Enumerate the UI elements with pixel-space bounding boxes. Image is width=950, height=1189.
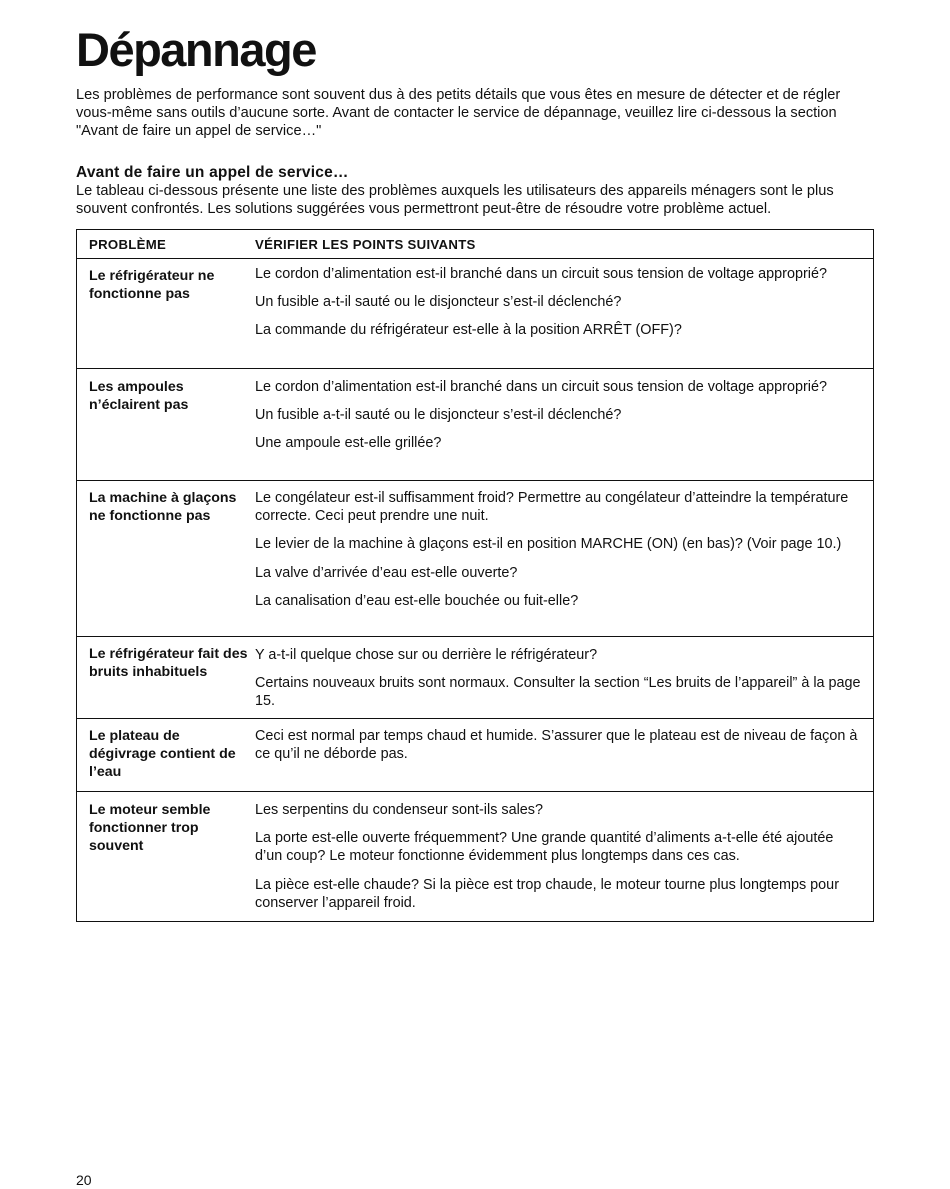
check-item: Le cordon d’alimentation est-il branché dans un circuit sous tension de voltage approprié? <box>255 266 827 282</box>
check-item: Une ampoule est-elle grillée? <box>255 435 442 452</box>
column-header-checks: VÉRIFIER LES POINTS SUIVANTS <box>255 237 476 252</box>
problem-cell: Les ampoules n’éclairent pas <box>89 379 189 414</box>
checks-cell <box>255 489 863 610</box>
section-lead-paragraph: Le tableau ci-dessous présente une liste des problèmes auxquels les utilisateurs des appareils ménagers sont le plus souvent confrontés. Les solutions suggérées vous permettront peut-être de résoudre votre problème actuel. <box>76 183 834 218</box>
checks-cell <box>255 265 863 340</box>
check-item: La commande du réfrigérateur est-elle à la position ARRÊT (OFF)? <box>255 322 682 339</box>
column-header-problem: PROBLÈME <box>89 237 167 252</box>
checks-cell <box>255 801 863 912</box>
table-row <box>77 791 873 921</box>
table-row <box>77 718 873 791</box>
intro-paragraph: Les problèmes de performance sont souvent dus à des petits détails que vous êtes en mesure de détecter et de régler vous-même sans outils d’aucune sorte. Avant de contacter le service de dépannage, veuillez lire ci-dessous la section "Avant de faire un appel de service…" <box>76 87 841 140</box>
problem-cell: Le réfrigérateur fait des bruits inhabituels <box>89 646 248 681</box>
check-item: Les serpentins du condenseur sont-ils sales? <box>255 802 543 818</box>
check-item: Certains nouveaux bruits sont normaux. Consulter la section “Les bruits de l’appareil” à la page 15. <box>255 675 861 710</box>
problem-cell: Le réfrigérateur ne fonctionne pas <box>89 268 215 303</box>
check-item: Le cordon d’alimentation est-il branché dans un circuit sous tension de voltage approprié? <box>255 379 827 395</box>
section-heading: Avant de faire un appel de service… <box>76 164 349 181</box>
check-item: La canalisation d’eau est-elle bouchée ou fuit-elle? <box>255 592 579 609</box>
problem-cell: La machine à glaçons ne fonctionne pas <box>89 490 237 525</box>
check-item: Ceci est normal par temps chaud et humide. S’assurer que le plateau est de niveau de façon à ce qu’il ne déborde pas. <box>255 728 858 763</box>
table-row <box>77 636 873 718</box>
problem-cell: Le plateau de dégivrage contient de l’eau <box>89 728 236 781</box>
problem-cell: Le moteur semble fonctionner trop souvent <box>89 802 211 855</box>
table-row <box>77 480 873 636</box>
table-header-row <box>77 230 873 258</box>
check-item: Un fusible a-t-il sauté ou le disjoncteur s’est-il déclenché? <box>255 294 622 311</box>
check-item: La porte est-elle ouverte fréquemment? Une grande quantité d’aliments a-t-elle été ajoutée d’un coup? Le moteur fonctionne évidemment plus longtemps dans ces cas. <box>255 830 834 865</box>
check-item: Le congélateur est-il suffisamment froid? Permettre au congélateur d’atteindre la température correcte. Ceci peut prendre une nuit. <box>255 490 849 525</box>
page-number: 20 <box>76 1172 92 1188</box>
check-item: Y a-t-il quelque chose sur ou derrière le réfrigérateur? <box>255 647 598 663</box>
check-item: La pièce est-elle chaude? Si la pièce est trop chaude, le moteur tourne plus longtemps pour conserver l’appareil froid. <box>255 876 839 911</box>
troubleshooting-table <box>76 229 874 922</box>
check-item: La valve d’arrivée d’eau est-elle ouverte? <box>255 564 518 581</box>
check-item: Un fusible a-t-il sauté ou le disjoncteur s’est-il déclenché? <box>255 407 622 424</box>
page-title: Dépannage <box>76 23 316 76</box>
checks-cell <box>255 646 863 711</box>
checks-cell <box>255 727 863 763</box>
checks-cell <box>255 378 863 453</box>
check-item: Le levier de la machine à glaçons est-il en position MARCHE (ON) (en bas)? (Voir page 10.) <box>255 536 842 553</box>
table-row <box>77 258 873 368</box>
table-row <box>77 368 873 480</box>
